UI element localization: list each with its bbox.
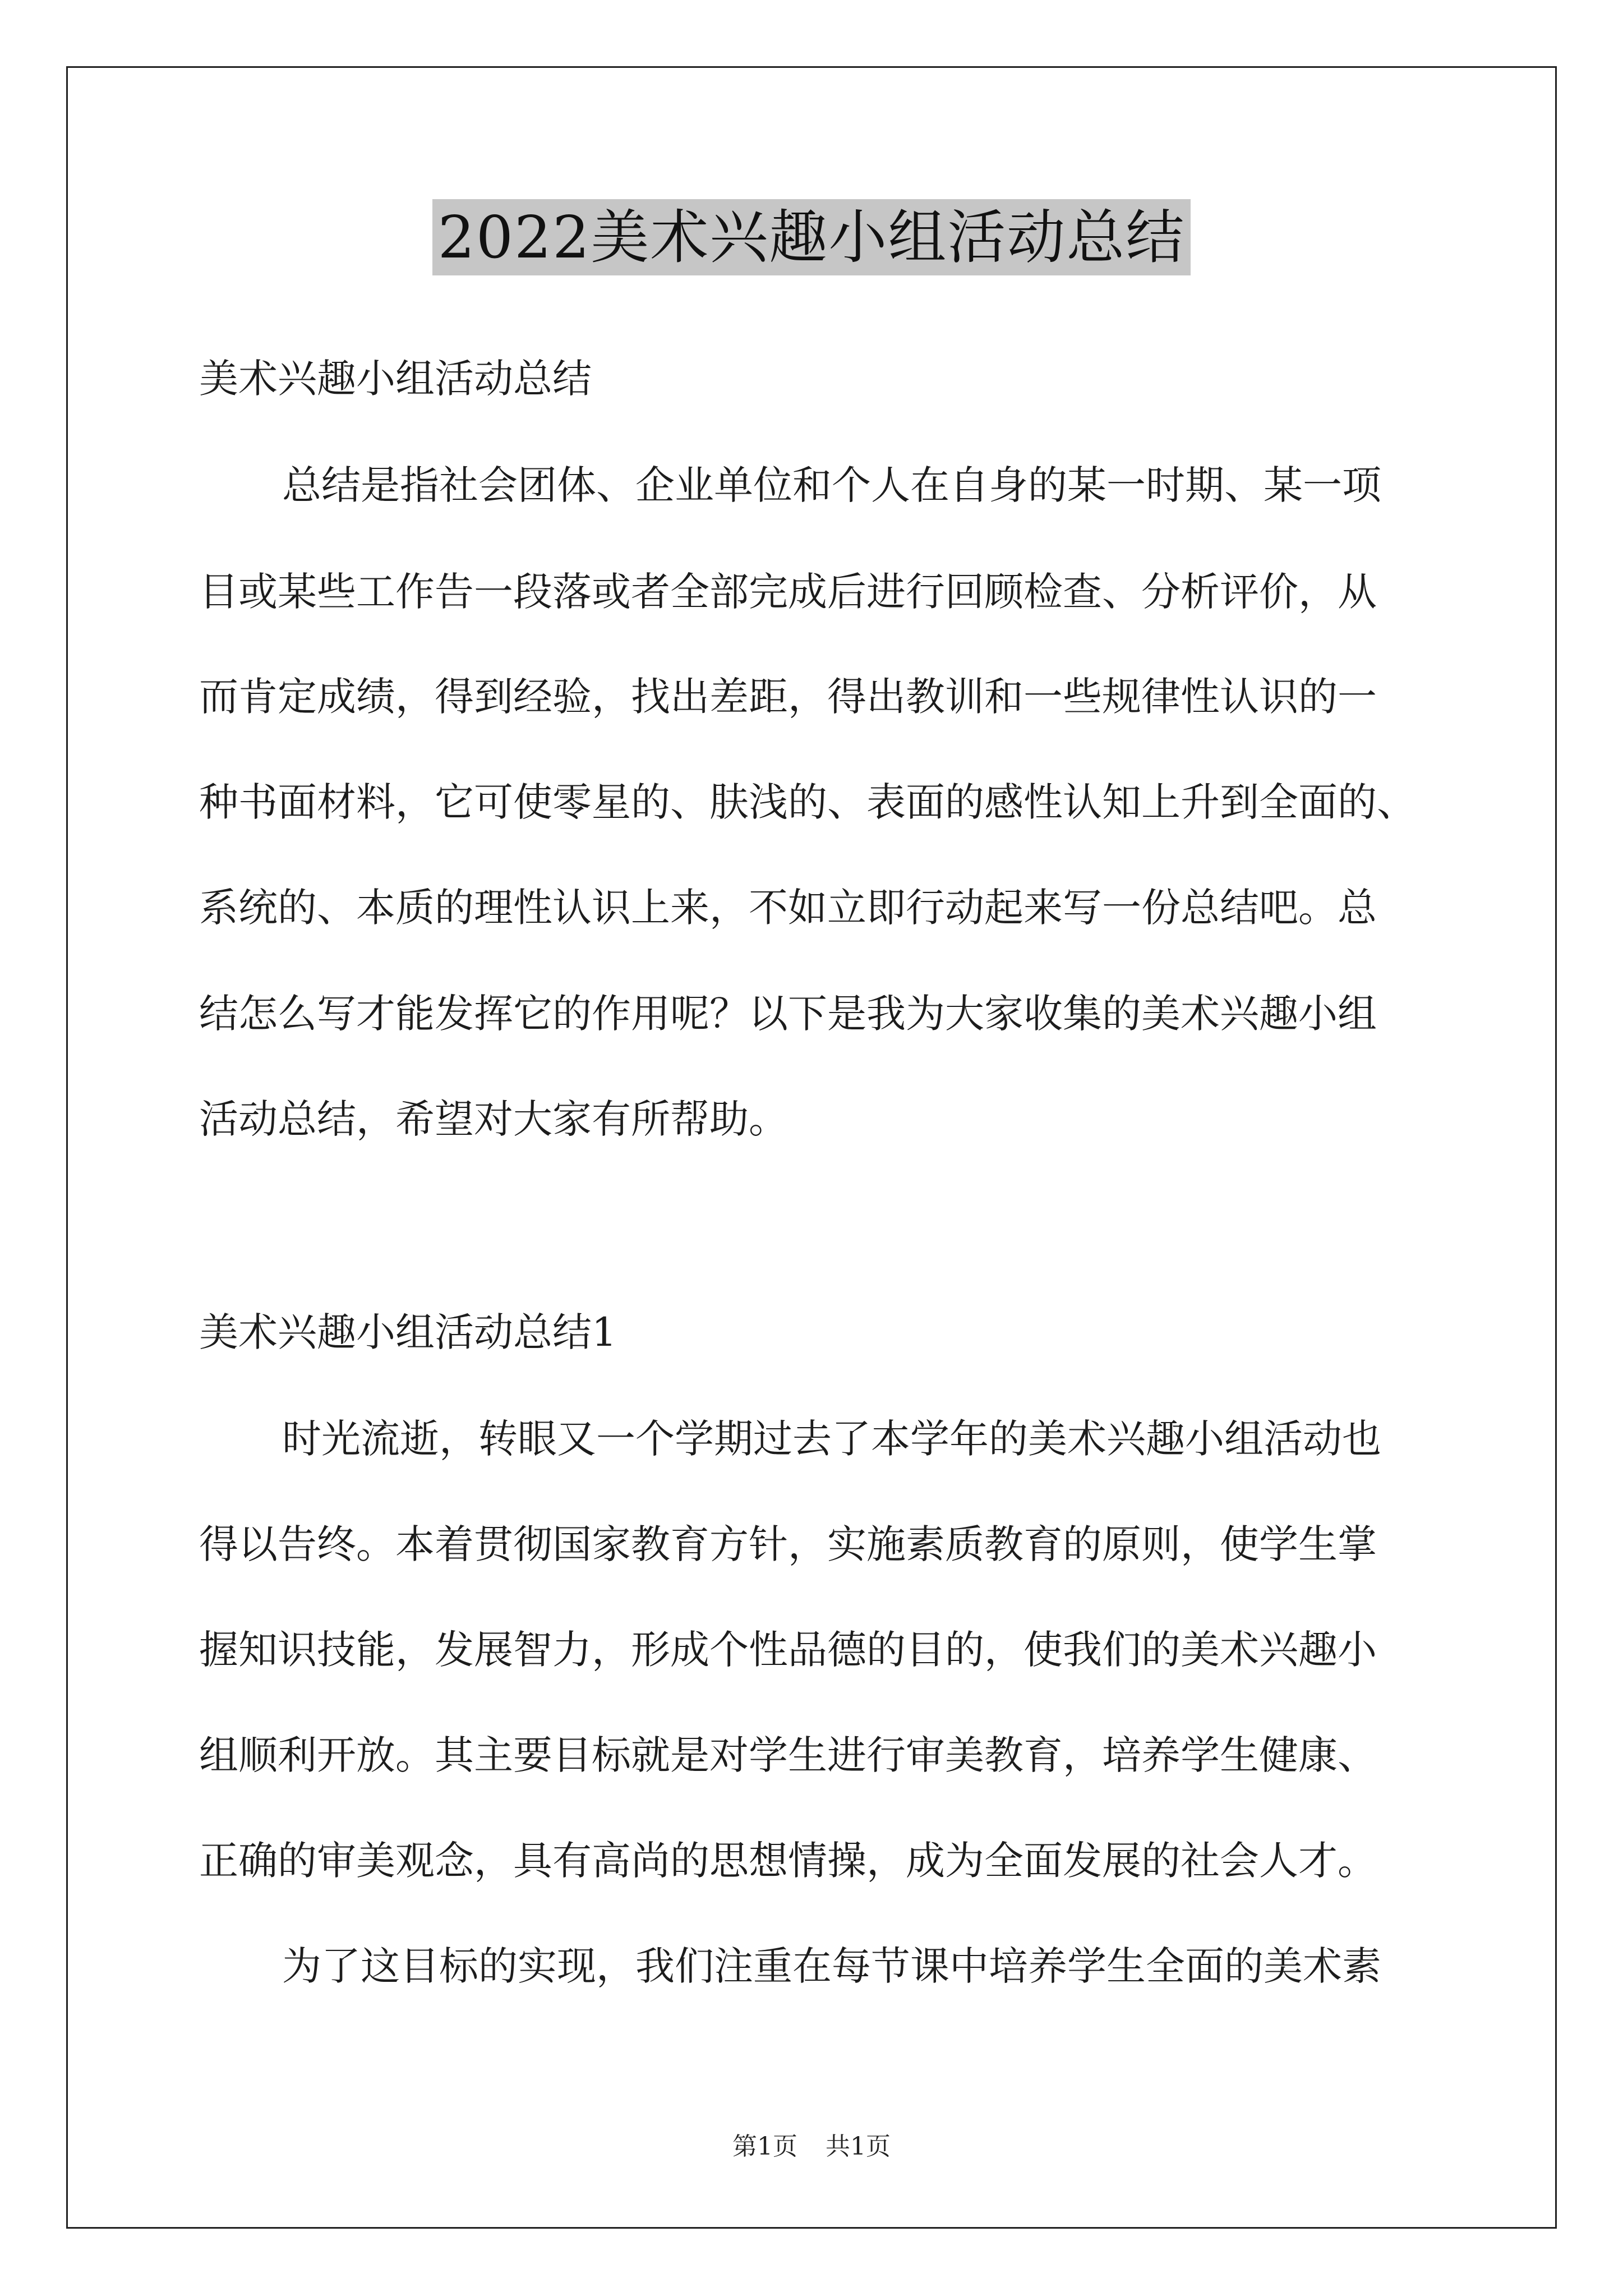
document-subtitle: 美术兴趣小组活动总结 — [199, 356, 592, 402]
paragraph-line: 种书面材料，它可使零星的、肤浅的、表面的感性认知上升到全面的、 — [199, 779, 1416, 825]
page-number-total: 共1页 — [826, 2132, 891, 2161]
paragraph-line: 握知识技能，发展智力，形成个性品德的目的，使我们的美术兴趣小 — [199, 1627, 1377, 1673]
paragraph-line: 结怎么写才能发挥它的作用呢？以下是我为大家收集的美术兴趣小组 — [199, 991, 1377, 1037]
page-number-current: 第1页 — [732, 2132, 797, 2161]
paragraph-line: 得以告终。本着贯彻国家教育方针，实施素质教育的原则，使学生掌 — [199, 1521, 1377, 1567]
paragraph-line: 正确的审美观念，具有高尚的思想情操，成为全面发展的社会人才。 — [199, 1838, 1377, 1884]
section-heading: 美术兴趣小组活动总结1 — [199, 1309, 617, 1355]
paragraph-line: 而肯定成绩，得到经验，找出差距，得出教训和一些规律性认识的一 — [199, 674, 1377, 720]
paragraph-line: 为了这目标的实现，我们注重在每节课中培养学生全面的美术素 — [282, 1943, 1381, 1989]
paragraph-line: 组顺利开放。其主要目标就是对学生进行审美教育，培养学生健康、 — [199, 1732, 1377, 1778]
paragraph-line: 活动总结，希望对大家有所帮助。 — [199, 1096, 788, 1142]
paragraph-line: 总结是指社会团体、企业单位和个人在自身的某一时期、某一项 — [282, 462, 1381, 508]
page-footer — [0, 2126, 1623, 2162]
title-container — [0, 199, 1623, 275]
paragraph-line: 目或某些工作告一段落或者全部完成后进行回顾检查、分析评价，从 — [199, 569, 1377, 615]
paragraph-line: 系统的、本质的理性认识上来，不如立即行动起来写一份总结吧。总 — [199, 885, 1377, 931]
document-title: 2022美术兴趣小组活动总结 — [432, 199, 1191, 275]
paragraph-line: 时光流逝，转眼又一个学期过去了本学年的美术兴趣小组活动也 — [282, 1416, 1381, 1462]
